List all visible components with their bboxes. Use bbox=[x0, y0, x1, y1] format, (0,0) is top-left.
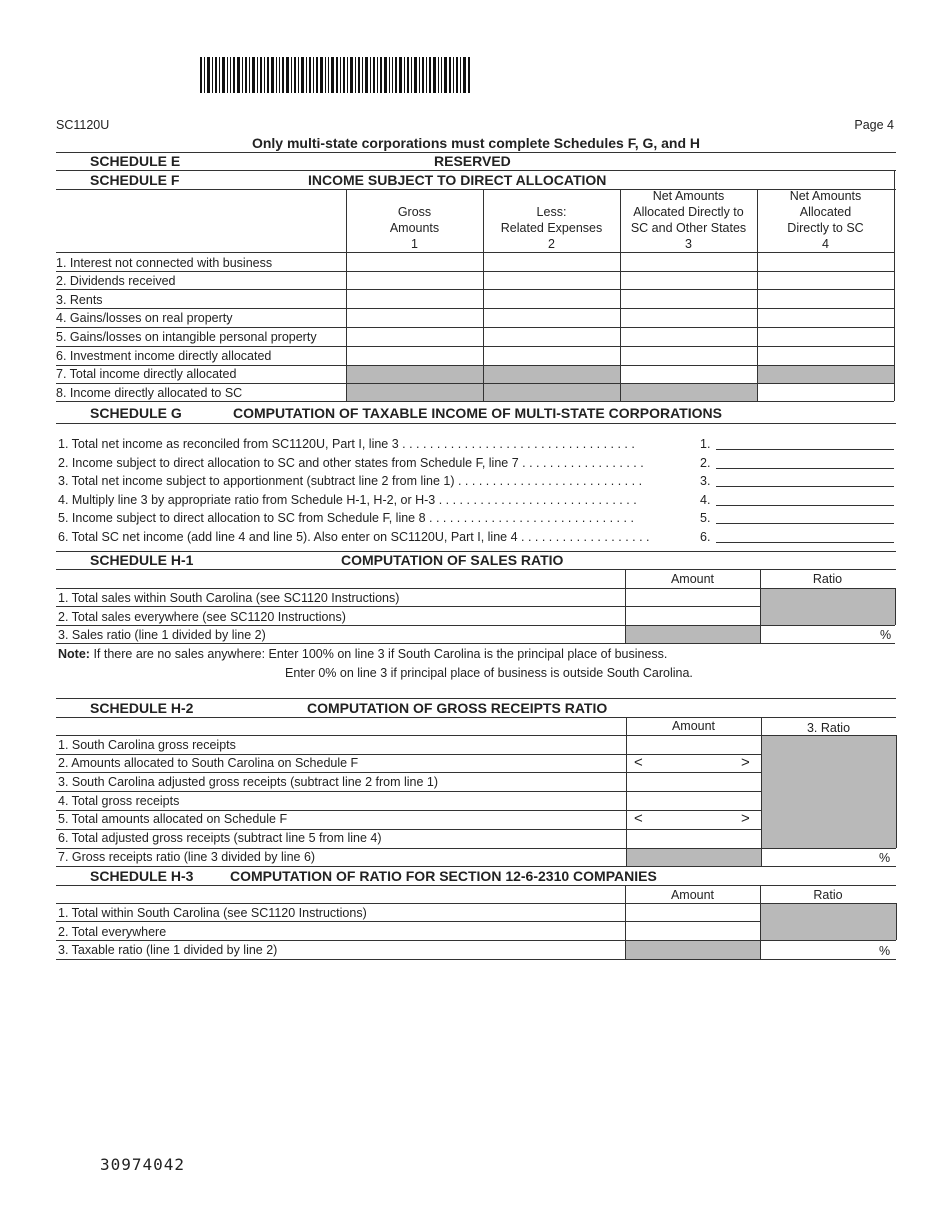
schedule-h2-ratio-header: 3. Ratio bbox=[806, 721, 851, 735]
schedule-h3-amount-header: Amount bbox=[670, 888, 715, 902]
grid-line bbox=[56, 959, 896, 960]
schedule-h3-ratio-header: Ratio bbox=[813, 888, 843, 902]
schedule-h2-code: SCHEDULE H-2 bbox=[90, 700, 194, 716]
schedule-g-line-3-field[interactable] bbox=[716, 486, 894, 487]
schedule-h1-header bbox=[56, 551, 896, 570]
schedule-f-row-5: 5. Gains/losses on intangible personal property bbox=[56, 330, 317, 344]
grid-line bbox=[761, 717, 762, 866]
grid-line bbox=[56, 383, 894, 384]
shaded-cell bbox=[757, 365, 894, 383]
schedule-f-code: SCHEDULE F bbox=[90, 172, 180, 188]
schedule-g-header bbox=[56, 404, 896, 423]
col-head-number: 3 bbox=[685, 237, 692, 251]
schedule-f-title: INCOME SUBJECT TO DIRECT ALLOCATION bbox=[308, 172, 607, 188]
grid-line bbox=[56, 289, 894, 290]
schedule-f-row-8: 8. Income directly allocated to SC bbox=[56, 386, 243, 400]
schedule-g-line-1-field[interactable] bbox=[716, 449, 894, 450]
grid-line bbox=[56, 606, 760, 607]
grid-line bbox=[56, 903, 896, 904]
col-head-number: 2 bbox=[548, 237, 555, 251]
col-head-text: Net Amounts bbox=[789, 189, 862, 203]
barcode-image bbox=[200, 57, 470, 93]
grid-line bbox=[56, 625, 895, 626]
schedule-h2-row-3: 3. South Carolina adjusted gross receipts (subtract line 2 from line 1) bbox=[58, 775, 439, 789]
schedule-f-row-2: 2. Dividends received bbox=[56, 274, 176, 288]
grid-line bbox=[346, 189, 347, 401]
col-head-text: Net Amounts bbox=[652, 189, 725, 203]
divider bbox=[56, 717, 896, 718]
schedule-h2-row-5: 5. Total amounts allocated on Schedule F bbox=[58, 812, 288, 826]
grid-line bbox=[56, 643, 895, 644]
col-head-text: Related Expenses bbox=[500, 221, 603, 235]
divider bbox=[56, 885, 896, 886]
right-bracket: > bbox=[741, 810, 750, 827]
schedule-f-row-1: 1. Interest not connected with business bbox=[56, 256, 273, 270]
schedule-h1-amount-header: Amount bbox=[670, 572, 715, 586]
page-number: Page 4 bbox=[854, 118, 894, 132]
schedule-h3-code: SCHEDULE H-3 bbox=[90, 868, 194, 884]
schedule-h1-code: SCHEDULE H-1 bbox=[90, 552, 194, 568]
col-head-text: Amounts bbox=[389, 221, 440, 235]
schedule-h1-ratio-header: Ratio bbox=[812, 572, 843, 586]
shaded-cell bbox=[626, 848, 761, 866]
schedule-f-row-7: 7. Total income directly allocated bbox=[56, 367, 237, 381]
grid-line bbox=[56, 772, 761, 773]
grid-line bbox=[56, 735, 896, 736]
grid-line bbox=[896, 735, 897, 848]
schedule-h3-title: COMPUTATION OF RATIO FOR SECTION 12-6-2310 COMPANIES bbox=[230, 868, 657, 884]
schedule-h2-amount-header: Amount bbox=[671, 719, 716, 733]
form-number: 30974042 bbox=[100, 1155, 186, 1174]
schedule-g-line-4-number: 4. bbox=[700, 493, 711, 507]
schedule-f-row-3: 3. Rents bbox=[56, 293, 103, 307]
note-line-1: If there are no sales anywhere: Enter 100% on line 3 if South Carolina is the principal place of business. bbox=[93, 647, 668, 661]
schedule-f-col2-header bbox=[483, 204, 620, 252]
col-head-number: 4 bbox=[822, 237, 829, 251]
schedule-g-line-3: 3. Total net income subject to apportionment (subtract line 2 from line 1) . . . . . . . . . . . . . . . . . . . . . . . . . . . bbox=[58, 474, 643, 488]
grid-line bbox=[625, 569, 626, 643]
grid-line bbox=[56, 829, 761, 830]
grid-line bbox=[760, 569, 761, 643]
multistate-banner: Only multi-state corporations must complete Schedules F, G, and H bbox=[251, 135, 701, 151]
grid-line bbox=[56, 365, 894, 366]
col-head-text: Allocated Directly to bbox=[633, 205, 744, 219]
schedule-f-row-4: 4. Gains/losses on real property bbox=[56, 311, 233, 325]
schedule-h2-row-4: 4. Total gross receipts bbox=[58, 794, 180, 808]
schedule-h1-row-2: 2. Total sales everywhere (see SC1120 Instructions) bbox=[58, 610, 346, 624]
schedule-f-col4-header bbox=[757, 188, 894, 252]
divider bbox=[56, 423, 896, 424]
schedule-g-line-5: 5. Income subject to direct allocation to SC from Schedule F, line 8 . . . . . . . . . . . . . . . . . . . . . . . . . . . . . . bbox=[58, 511, 634, 525]
schedule-h1-row-1: 1. Total sales within South Carolina (see SC1120 Instructions) bbox=[58, 591, 400, 605]
percent-sign: % bbox=[879, 944, 891, 958]
schedule-f-row-6: 6. Investment income directly allocated bbox=[56, 349, 272, 363]
shaded-cell bbox=[760, 588, 895, 625]
grid-line bbox=[895, 588, 896, 625]
left-bracket: < bbox=[634, 754, 643, 771]
percent-sign: % bbox=[879, 851, 891, 865]
right-bracket: > bbox=[741, 754, 750, 771]
col-head-number: 1 bbox=[411, 237, 418, 251]
grid-line bbox=[56, 791, 761, 792]
grid-line bbox=[56, 588, 895, 589]
col-head-text: Gross bbox=[397, 205, 432, 219]
grid-line bbox=[56, 252, 894, 253]
schedule-h3-row-2: 2. Total everywhere bbox=[58, 925, 167, 939]
schedule-g-line-3-number: 3. bbox=[700, 474, 711, 488]
grid-line bbox=[56, 401, 894, 402]
schedule-g-line-4-field[interactable] bbox=[716, 505, 894, 506]
grid-line bbox=[757, 189, 758, 401]
schedule-g-line-5-number: 5. bbox=[700, 511, 711, 525]
grid-line bbox=[894, 170, 895, 401]
schedule-g-line-6: 6. Total SC net income (add line 4 and line 5). Also enter on SC1120U, Part I, line 4 . . . . . . . . . . . . . . . . . . . bbox=[58, 530, 650, 544]
grid-line bbox=[56, 308, 894, 309]
schedule-h1-title: COMPUTATION OF SALES RATIO bbox=[341, 552, 564, 568]
schedule-g-line-5-field[interactable] bbox=[716, 523, 894, 524]
schedule-h3-row-1: 1. Total within South Carolina (see SC1120 Instructions) bbox=[58, 906, 367, 920]
shaded-cell bbox=[625, 625, 760, 643]
schedule-h2-title: COMPUTATION OF GROSS RECEIPTS RATIO bbox=[307, 700, 608, 716]
shaded-cell bbox=[760, 903, 896, 940]
grid-line bbox=[626, 717, 627, 866]
schedule-f-col3-header bbox=[620, 188, 757, 252]
shaded-cell bbox=[620, 383, 757, 402]
note-label: Note: bbox=[58, 647, 90, 661]
schedule-e-title: RESERVED bbox=[434, 153, 511, 169]
grid-line bbox=[56, 921, 760, 922]
col-head-text: SC and Other States bbox=[630, 221, 747, 235]
form-id: SC1120U bbox=[56, 118, 110, 132]
schedule-g-line-6-field[interactable] bbox=[716, 542, 894, 543]
grid-line bbox=[625, 885, 626, 959]
grid-line bbox=[56, 810, 761, 811]
col-head-text: Less: bbox=[536, 205, 567, 219]
grid-line bbox=[56, 940, 896, 941]
schedule-h3-header bbox=[56, 867, 896, 886]
grid-line bbox=[56, 327, 894, 328]
schedule-f-col1-header bbox=[346, 204, 483, 252]
left-bracket: < bbox=[634, 810, 643, 827]
grid-line bbox=[620, 189, 621, 401]
schedule-g-line-6-number: 6. bbox=[700, 530, 711, 544]
schedule-g-title: COMPUTATION OF TAXABLE INCOME OF MULTI-STATE CORPORATIONS bbox=[233, 405, 722, 421]
grid-line bbox=[56, 271, 894, 272]
schedule-e-code: SCHEDULE E bbox=[90, 153, 181, 169]
note-line-2: Enter 0% on line 3 if principal place of business is outside South Carolina. bbox=[285, 666, 693, 680]
schedule-g-line-2: 2. Income subject to direct allocation to SC and other states from Schedule F, line 7 . . . . . . . . . . . . . . . . . . bbox=[58, 456, 644, 470]
schedule-g-line-1-number: 1. bbox=[700, 437, 711, 451]
schedule-g-line-1: 1. Total net income as reconciled from SC1120U, Part I, line 3 . . . . . . . . . . . . . . . . . . . . . . . . . . . . . . . . . . bbox=[58, 437, 635, 451]
schedule-h2-row-6: 6. Total adjusted gross receipts (subtract line 5 from line 4) bbox=[58, 831, 382, 845]
grid-line bbox=[56, 346, 894, 347]
divider bbox=[56, 569, 896, 570]
grid-line bbox=[56, 754, 761, 755]
schedule-h1-row-3: 3. Sales ratio (line 1 divided by line 2) bbox=[58, 628, 266, 642]
schedule-h2-row-1: 1. South Carolina gross receipts bbox=[58, 738, 236, 752]
schedule-g-line-2-number: 2. bbox=[700, 456, 711, 470]
schedule-h1-note bbox=[58, 647, 667, 661]
grid-line bbox=[760, 885, 761, 959]
grid-line bbox=[56, 848, 896, 849]
shaded-cell bbox=[625, 940, 760, 959]
col-head-text: Allocated bbox=[799, 205, 852, 219]
schedule-g-code: SCHEDULE G bbox=[90, 405, 182, 421]
grid-line bbox=[896, 903, 897, 940]
schedule-h3-row-3: 3. Taxable ratio (line 1 divided by line 2) bbox=[58, 943, 278, 957]
schedule-g-line-2-field[interactable] bbox=[716, 468, 894, 469]
percent-sign: % bbox=[880, 628, 892, 642]
schedule-g-line-4: 4. Multiply line 3 by appropriate ratio from Schedule H-1, H-2, or H-3 . . . . . . . . . . . . . . . . . . . . . . . . . . . . . bbox=[58, 493, 637, 507]
schedule-h2-row-2: 2. Amounts allocated to South Carolina on Schedule F bbox=[58, 756, 359, 770]
col-head-text: Directly to SC bbox=[787, 221, 864, 235]
shaded-cell bbox=[761, 735, 896, 848]
schedule-h2-header bbox=[56, 699, 896, 718]
grid-line bbox=[483, 189, 484, 401]
schedule-h2-row-7: 7. Gross receipts ratio (line 3 divided by line 6) bbox=[58, 850, 316, 864]
schedule-e-header bbox=[56, 152, 896, 171]
